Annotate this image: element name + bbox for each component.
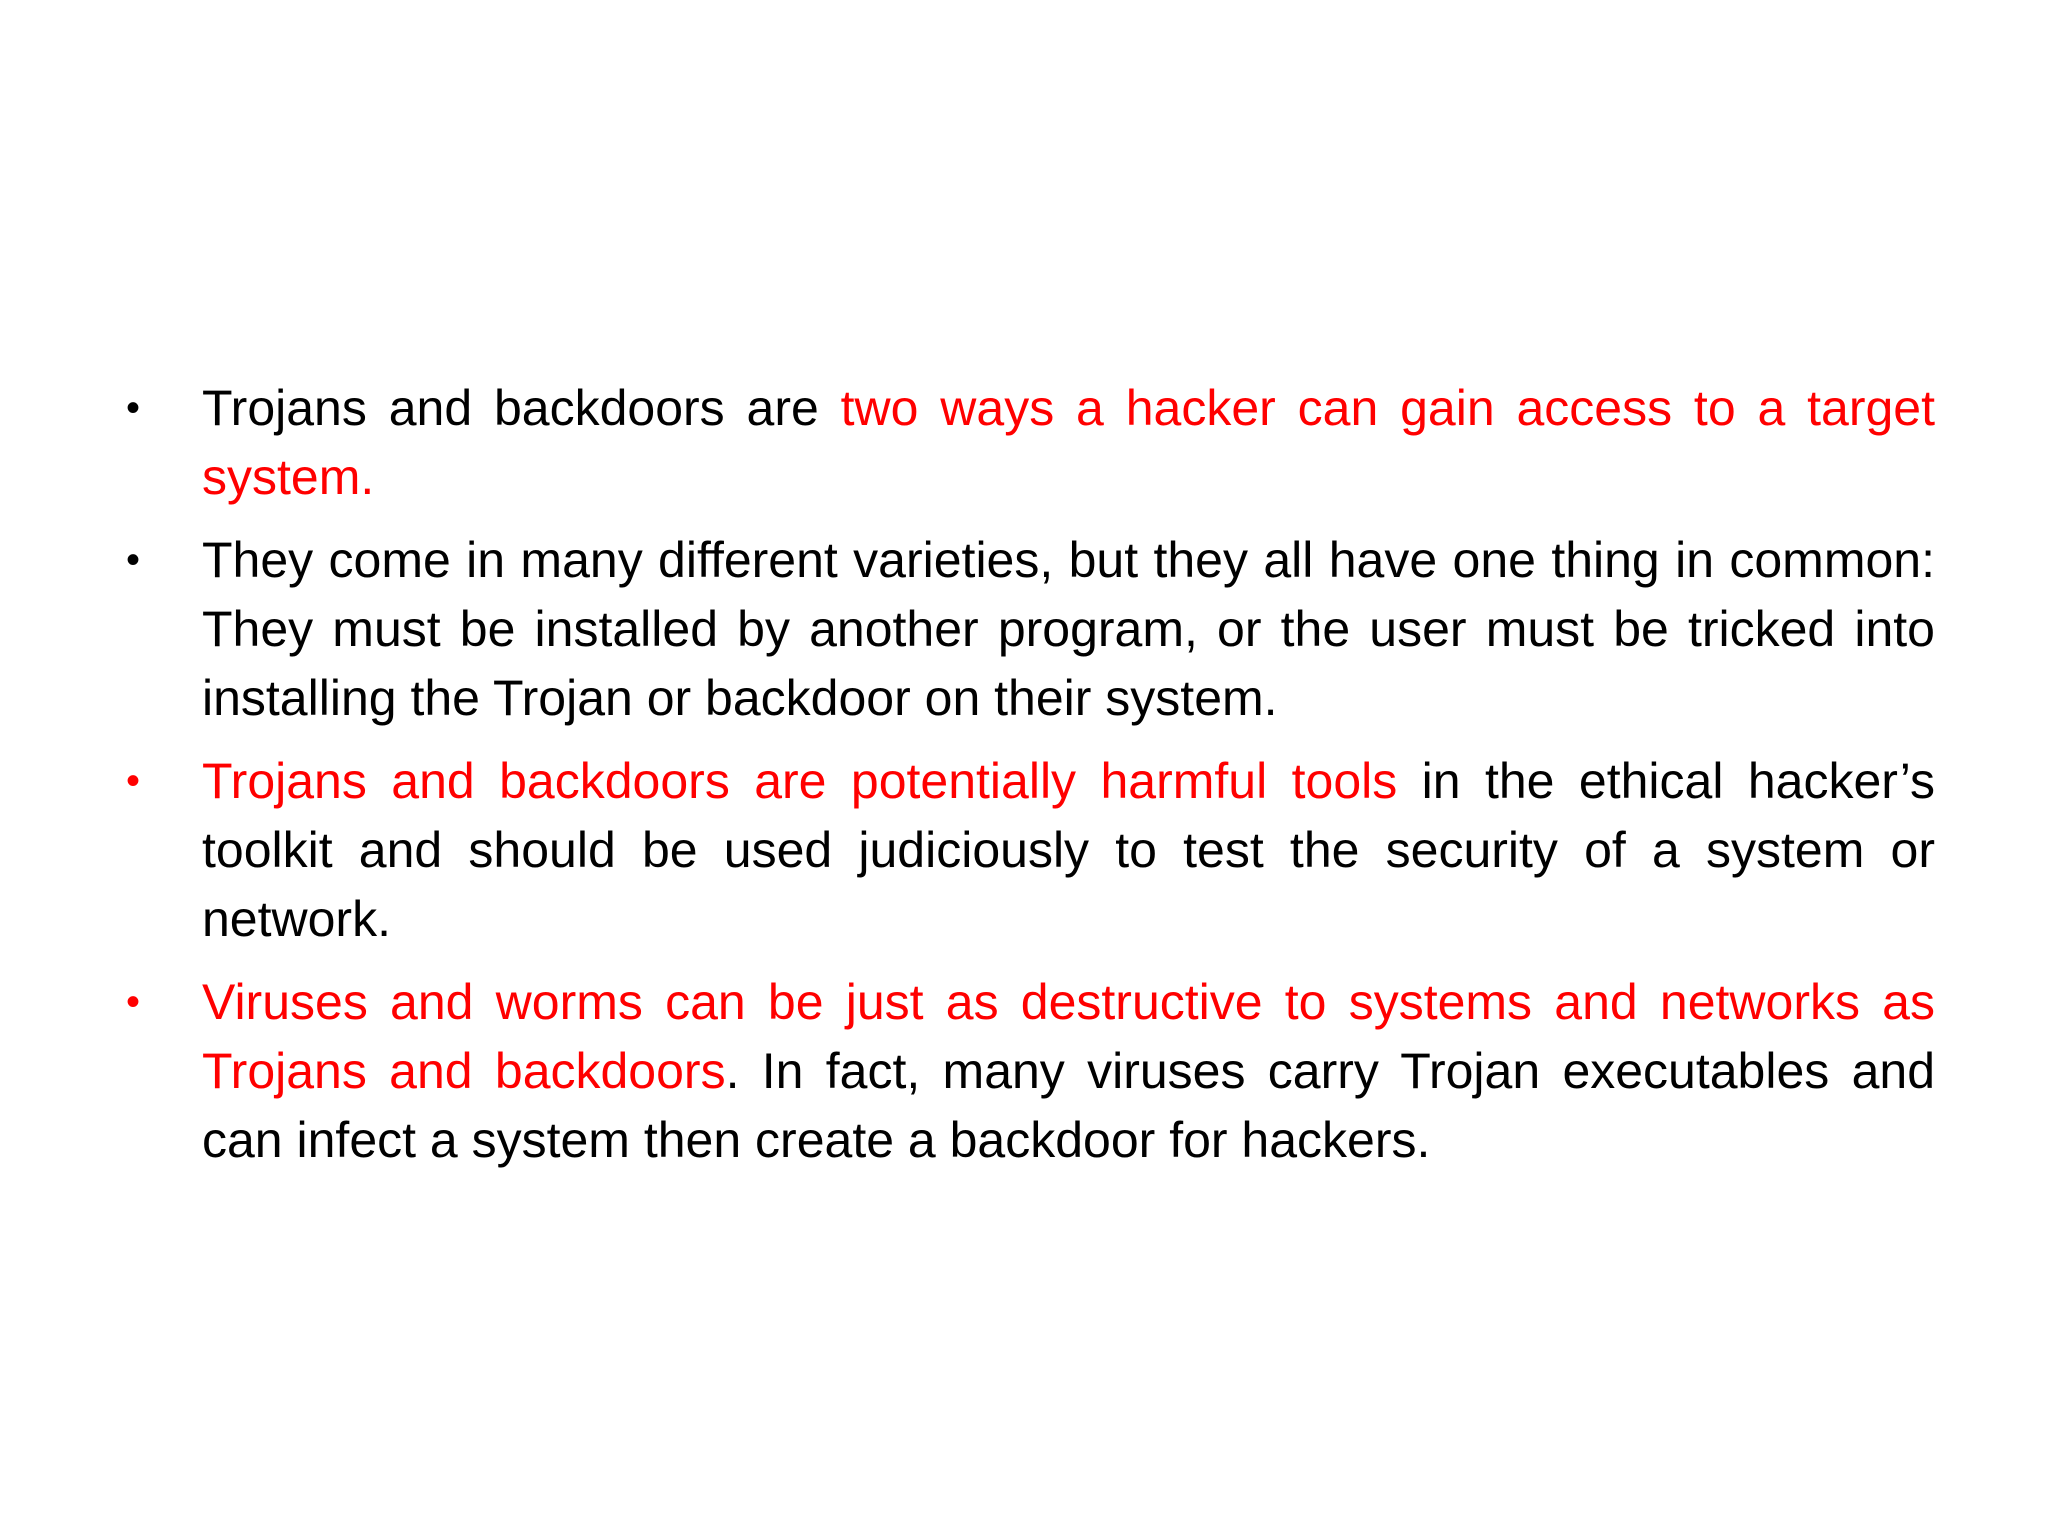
bullet-text: [202, 974, 1935, 1168]
bullet-marker-icon: •: [126, 538, 141, 582]
bullet-item-3: [120, 747, 1935, 954]
bullet-3-segment-1: Trojans and backdoors are potentially harmful tools: [202, 753, 1398, 809]
bullet-marker-icon: •: [126, 386, 141, 430]
bullet-2-segment-1: They come in many different varieties, but they all have one thing in common: They must be installed by another program, or the user must be tricked into installing the Trojan or backdoor on their system.: [202, 532, 1935, 726]
bullet-item-4: [120, 968, 1935, 1175]
bullet-text: [202, 380, 1935, 505]
bullet-text: [202, 532, 1935, 726]
bullet-1-segment-2: two ways a hacker can gain access to a target system.: [202, 380, 1935, 505]
bullet-4-segment-2: . In fact, many viruses carry Trojan executables and can infect a system then create a backdoor for hackers.: [202, 1043, 1936, 1168]
bullet-3-segment-2: in the ethical hacker’s toolkit and should be used judiciously to test the security of a system or network.: [202, 753, 1935, 947]
bullet-list: [120, 374, 1935, 1189]
bullet-4-segment-1: Viruses and worms can be just as destructive to systems and networks as Trojans and backdoors: [202, 974, 1935, 1099]
bullet-1-segment-1: Trojans and backdoors are: [202, 380, 841, 436]
bullet-item-2: [120, 526, 1935, 733]
bullet-text: [202, 753, 1935, 947]
bullet-item-1: [120, 374, 1935, 512]
bullet-marker-icon: •: [126, 759, 141, 803]
bullet-marker-icon: •: [126, 980, 141, 1024]
